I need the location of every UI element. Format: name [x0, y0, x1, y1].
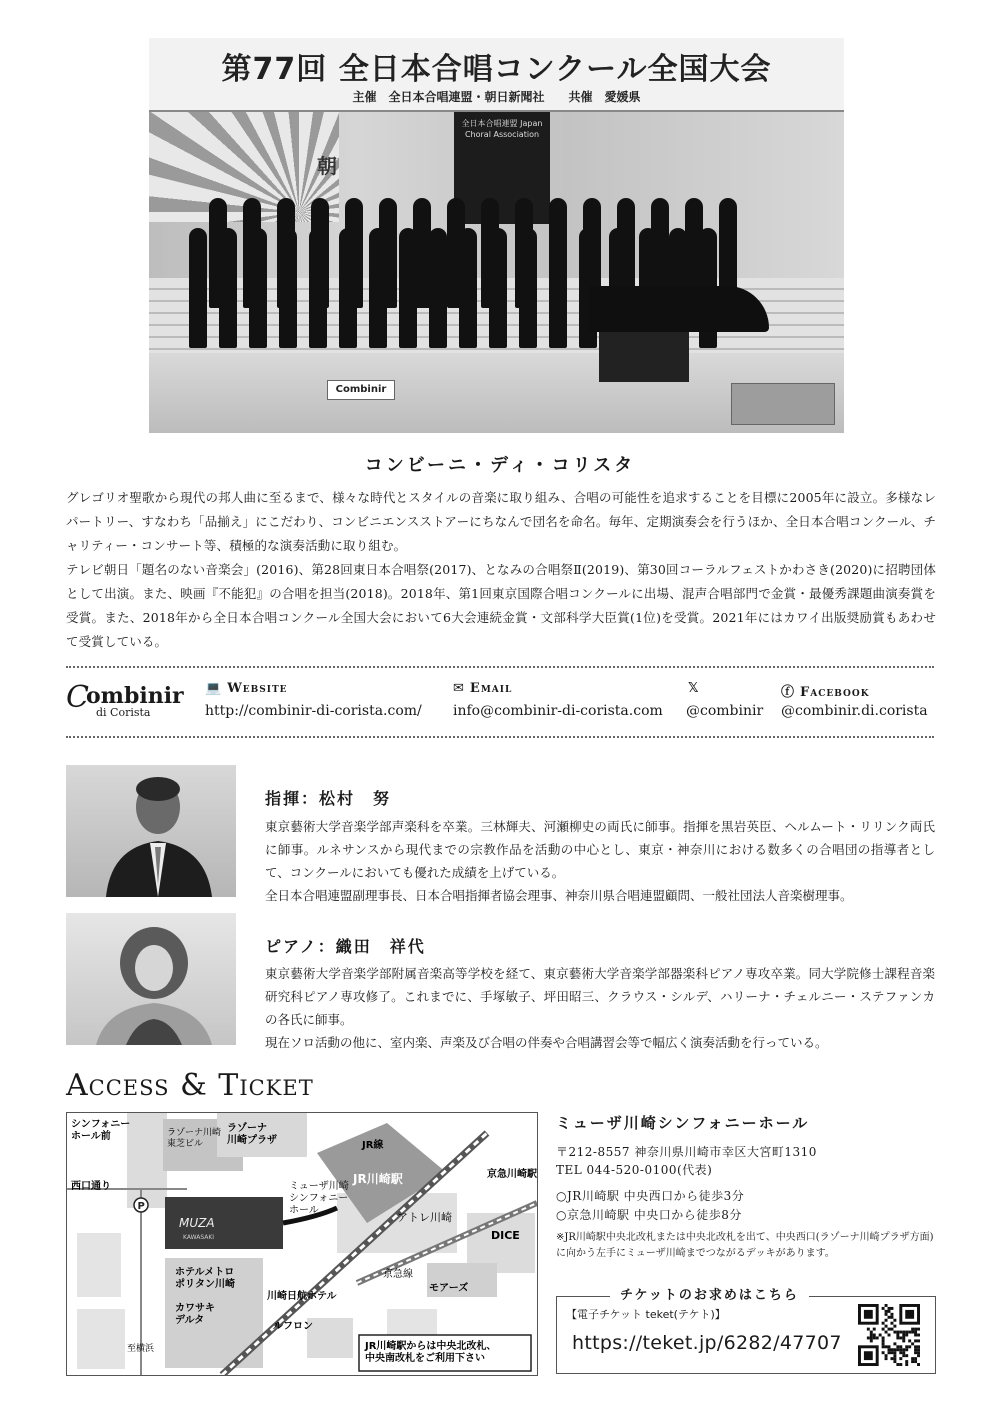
banner-title: 第77回 全日本合唱コンクール全国大会 [221, 52, 772, 87]
venue-route-jr: ○JR川崎駅 中央西口から徒歩3分 [556, 1189, 745, 1203]
x-label [688, 681, 704, 696]
conductor-title: 指揮：松村 努 [265, 789, 392, 808]
facebook-label: ⓕ Facebook [781, 685, 870, 700]
singer-figure [429, 228, 447, 348]
envelope-icon: ✉ [453, 681, 465, 696]
venue-note: ※JR川崎駅中央北改札または中央北改札を出て、中央西口(ラゾーナ川崎プラザ方面)に向かう左手にミューザ川崎までつながるデッキがあります。 [556, 1232, 934, 1259]
singer-figure [209, 198, 227, 308]
map-block [307, 1318, 353, 1358]
ticket-heading: チケットのお求めはこちら [610, 1284, 809, 1303]
venue-tel: TEL 044-520-0100(代表) [556, 1163, 713, 1177]
website-link[interactable]: http://combinir-di-corista.com/ [205, 703, 422, 719]
choir-logo: C ombinir di Corista [66, 680, 184, 719]
conductor-portrait [66, 765, 236, 897]
bio-paragraph: グレゴリオ聖歌から現代の邦人曲に至るまで、様々な時代とスタイルの音楽に取り組み、合唱の可能性を追求することを目標に2005年に設立。多様なレパートリー、すなわち「品揃え」にこだわり、コンビニエンスストアーにちなんで団名を命名。毎年、定期演奏会を行うほか、全日本合唱コンクール、チャリティー・コンサート等、積極的な演奏活動に取り組む。 [66, 490, 936, 553]
laptop-icon: 💻 [205, 681, 223, 696]
singer-figure [413, 198, 431, 308]
choir-name: コンビーニ・ディ・コリスタ [364, 455, 636, 476]
map-label: ミューザ川崎シンフォニーホール [289, 1181, 349, 1216]
map-label: カワサキデルタ [175, 1303, 215, 1326]
facebook-icon: ⓕ [781, 685, 796, 700]
email-link[interactable]: info@combinir-di-corista.com [453, 703, 663, 719]
divider [66, 736, 934, 738]
bio-paragraph: テレビ朝日「題名のない音楽会」(2016)、第28回東日本合唱祭(2017)、となみの合唱祭Ⅱ(2019)、第30回コーラルフェストかわさき(2020)に招聘団体として出演。また、映画『不能犯』の合唱を担当(2018)。2018年、第1回東京国際合唱コンクールに出場、混声合唱部門で金賞・最優秀課題曲演奏賞を受賞。また、2018年から全日本合唱コンクール全国大会において6大会連続金賞・文部科学大臣賞(1位)を受賞。2021年にはカワイ出版奨励賞もあわせて受賞している。 [66, 562, 936, 649]
choir-bio [66, 486, 936, 654]
singer-figure [447, 198, 465, 308]
map-label: ラゾーナ川崎プラザ [227, 1123, 277, 1146]
map-label: 至横浜 [127, 1344, 155, 1354]
ticket-url-link[interactable]: https://teket.jp/6282/47707 [572, 1332, 842, 1354]
pianist-portrait [66, 913, 236, 1045]
singer-figure [277, 198, 295, 308]
email-label: ✉ Email [453, 681, 513, 696]
website-label: 💻 Website [205, 681, 288, 696]
singer-figure [549, 198, 567, 308]
map-label: 川崎日航ホテル [267, 1291, 337, 1302]
piano-body [599, 332, 689, 382]
muza-sub: KAWASAKI [183, 1234, 215, 1241]
pianist-title: ピアノ：織田 祥代 [265, 937, 426, 956]
choir-photo [149, 38, 844, 433]
singer-figure [189, 228, 207, 348]
map-block [77, 1233, 121, 1297]
map-label: 京急川崎駅 [487, 1169, 537, 1180]
access-title: Access & Ticket [66, 1068, 314, 1103]
rising-sun-flag: 朝 [149, 112, 339, 222]
map-label: ラゾーナ川崎東芝ビル [167, 1128, 222, 1149]
divider [66, 666, 934, 668]
venue-route-keikyu: ○京急川崎駅 中央口から徒歩8分 [556, 1208, 742, 1222]
banner-host: 主催 全日本合唱連盟・朝日新聞社 共催 愛媛県 [352, 90, 641, 104]
singer-figure [515, 198, 533, 308]
singer-figure [243, 198, 261, 308]
grand-piano [589, 286, 769, 332]
singer-figure [481, 198, 499, 308]
qr-code[interactable] [858, 1304, 920, 1366]
x-icon: 𝕏 [688, 681, 700, 696]
venue-address: 〒212-8557 神奈川県川崎市幸区大宮町1310 [556, 1145, 817, 1159]
singer-figure [345, 198, 363, 308]
x-link[interactable]: @combinir [686, 703, 764, 719]
venue-name: ミューザ川崎シンフォニーホール [556, 1114, 810, 1132]
access-map [66, 1112, 538, 1376]
map-label: アトレ川崎 [397, 1211, 452, 1224]
pianist-bio: 東京藝術大学音楽学部附属音楽高等学校を経て、東京藝術大学音楽学部器楽科ピアノ専攻卒業。同大学院修士課程音楽研究科ピアノ専攻修了。これまでに、手塚敏子、坪田昭三、クラウス・シルデ、ハリーナ・チェルニー・ステファンカの各氏に師事。 現在ソロ活動の他に、室内楽、声楽及び合唱の伴奏や合唱講習会等で幅広く演奏活動を行っている。 [265, 966, 935, 1050]
map-block [77, 1309, 125, 1369]
map-label: 西口通り [71, 1181, 111, 1192]
conductor-silhouette [66, 765, 236, 897]
map-drawing [67, 1113, 537, 1375]
contest-banner [149, 38, 844, 112]
facebook-link[interactable]: @combinir.di.corista [781, 703, 928, 719]
map-block [127, 1113, 167, 1208]
conductor-bio: 東京藝術大学音楽学部声楽科を卒業。三林輝夫、河瀬柳史の両氏に師事。指揮を黒岩英臣、ヘルムート・リリンク両氏に師事。ルネサンスから現代までの宗教作品を活動の中心とし、東京・神奈川における数多くの合唱団の指導者として、コンクールにおいても優れた成績を上げている。 全日本合唱連盟副理事長、日本合唱指揮者協会理事、神奈川県合唱連盟顧問、一般社団法人音楽樹理事。 [265, 819, 935, 903]
svg-text:P: P [137, 1201, 145, 1212]
singer-figure [311, 198, 329, 308]
association-flag: 全日本合唱連盟 Japan Choral Association [454, 112, 550, 224]
map-label: JR線 [362, 1140, 384, 1151]
muza-label: MUZA [179, 1216, 215, 1230]
pianist-silhouette [66, 913, 236, 1045]
map-note: JR川崎駅からは中央北改札、中央南改札をご利用下さい [365, 1341, 497, 1364]
map-label: モアーズ [429, 1283, 469, 1294]
map-label: JR川崎駅 [353, 1172, 403, 1186]
ticket-subtitle: 【電子チケット teket(テケト)】 [566, 1308, 726, 1321]
map-label: シンフォニーホール前 [71, 1119, 131, 1142]
singer-figure [379, 198, 397, 308]
map-label: ルフロン [273, 1321, 313, 1332]
choir-sign: Combinir [327, 380, 395, 400]
map-label: DICE [491, 1229, 520, 1242]
map-label: ホテルメトロポリタン川崎 [175, 1267, 235, 1290]
map-label: 京急線 [383, 1269, 413, 1280]
conductor-podium [731, 383, 835, 425]
